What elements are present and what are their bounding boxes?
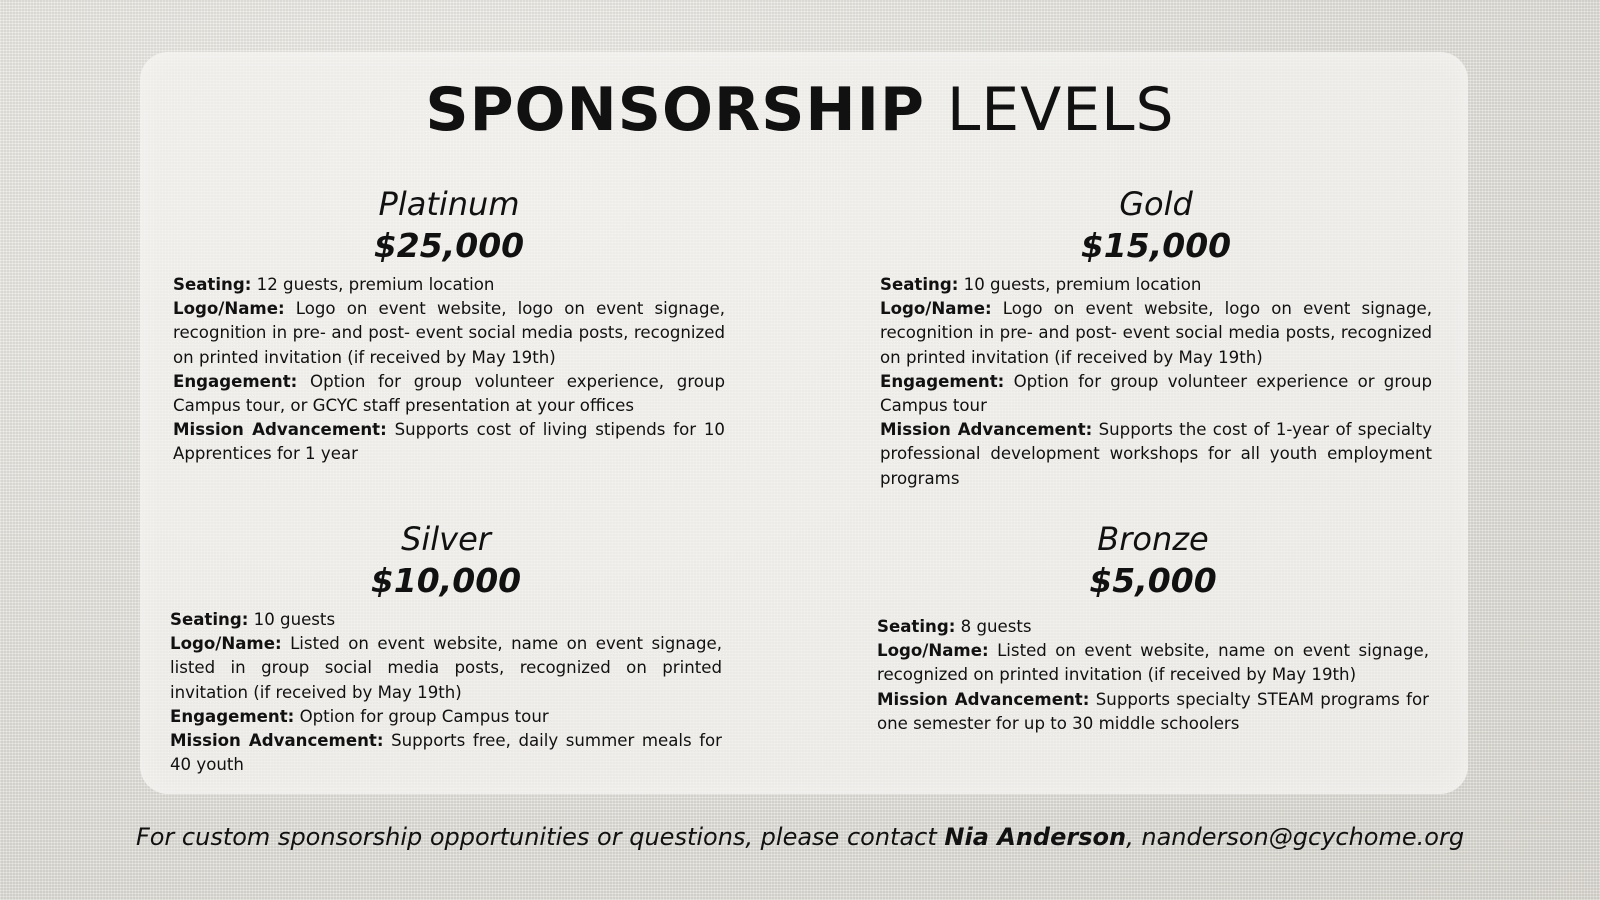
benefit-logo-name (877, 639, 1429, 687)
benefit-mission (173, 418, 725, 466)
page-title (0, 74, 1600, 146)
benefit-engagement (173, 370, 725, 418)
tier-name: Silver (401, 520, 491, 558)
tier-price: $5,000 (1089, 561, 1217, 600)
tier-name: Bronze (1097, 520, 1209, 558)
benefit-text: Option for group volunteer experience or group Campus tour (880, 371, 1432, 416)
benefit-text: Logo on event website, logo on event signage, recognition in pre- and post- event social media posts, recognized on printed invitation (if received by May 19th) (173, 299, 725, 367)
tier-price: $25,000 (373, 226, 525, 265)
benefit-label: Engagement: (173, 371, 298, 391)
benefit-text: Listed on event website, name on event signage, recognized on printed invitation (if received by May 19th) (877, 641, 1429, 685)
tier-name: Gold (1119, 185, 1193, 223)
benefit-mission (880, 418, 1432, 491)
benefit-text: Supports specialty STEAM programs for one semester for up to 30 middle schoolers (877, 689, 1430, 733)
contact-email: nanderson@gcychome.org (1141, 823, 1465, 851)
benefit-list (173, 273, 725, 467)
footer-prefix: For custom sponsorship opportunities or questions, please contact (135, 823, 937, 851)
tier-name: Platinum (378, 185, 520, 223)
benefit-label: Seating: (170, 610, 249, 629)
benefit-label: Mission Advancement: (173, 420, 387, 440)
benefit-seating (170, 608, 722, 632)
benefit-engagement (170, 705, 722, 729)
benefit-text: 10 guests, premium location (963, 275, 1202, 294)
benefit-text: Supports free, daily summer meals for 40 youth (170, 731, 723, 775)
benefit-text: Logo on event website, logo on event signage, recognition in pre- and post- event social media posts, recognized on printed invitation (if received by May 19th) (880, 299, 1432, 367)
benefit-text: Option for group volunteer experience, group Campus tour, or GCYC staff presentation at your offices (173, 371, 725, 416)
benefit-list (880, 273, 1432, 491)
contact-footer (0, 822, 1600, 852)
benefit-label: Logo/Name: (173, 299, 285, 319)
footer-separator: , (1126, 823, 1134, 851)
tier-price: $10,000 (370, 561, 522, 600)
tier-silver (170, 518, 722, 777)
tier-bronze (877, 518, 1429, 736)
benefit-logo-name (170, 632, 722, 705)
benefit-text: Option for group Campus tour (299, 706, 549, 726)
tier-gold (880, 183, 1432, 491)
tier-platinum (173, 183, 725, 467)
benefit-engagement (880, 370, 1432, 418)
benefit-label: Logo/Name: (880, 299, 992, 319)
benefit-label: Engagement: (170, 706, 295, 726)
benefit-list (877, 615, 1429, 736)
benefit-text: Supports cost of living stipends for 10 Apprentices for 1 year (173, 420, 725, 464)
benefit-text: 8 guests (960, 617, 1032, 636)
benefit-logo-name (880, 297, 1432, 370)
benefit-label: Mission Advancement: (880, 420, 1093, 440)
benefit-seating (880, 273, 1432, 297)
benefit-text: 12 guests, premium location (256, 275, 495, 294)
benefit-label: Seating: (173, 275, 252, 294)
contact-name: Nia Anderson (944, 823, 1127, 851)
benefit-seating (173, 273, 725, 297)
title-bold: SPONSORSHIP (425, 75, 925, 145)
benefit-label: Seating: (880, 275, 959, 294)
benefit-mission (877, 688, 1429, 736)
benefit-logo-name (173, 297, 725, 370)
benefit-seating (877, 615, 1429, 639)
benefit-label: Logo/Name: (170, 634, 282, 654)
benefit-label: Logo/Name: (877, 641, 989, 661)
tier-price: $15,000 (1080, 226, 1232, 265)
benefit-mission (170, 729, 722, 777)
benefit-text: Listed on event website, name on event signage, listed in group social media posts, recognized on printed invitation (if received by May 19th) (170, 634, 722, 702)
title-light: LEVELS (946, 75, 1175, 145)
benefit-text: Supports the cost of 1-year of specialty professional development workshops for all youth employment programs (880, 420, 1432, 488)
benefit-label: Mission Advancement: (877, 689, 1090, 709)
benefit-label: Seating: (877, 617, 956, 636)
benefit-list (170, 608, 722, 777)
benefit-label: Mission Advancement: (170, 731, 384, 751)
benefit-text: 10 guests (253, 610, 336, 629)
benefit-label: Engagement: (880, 371, 1005, 391)
